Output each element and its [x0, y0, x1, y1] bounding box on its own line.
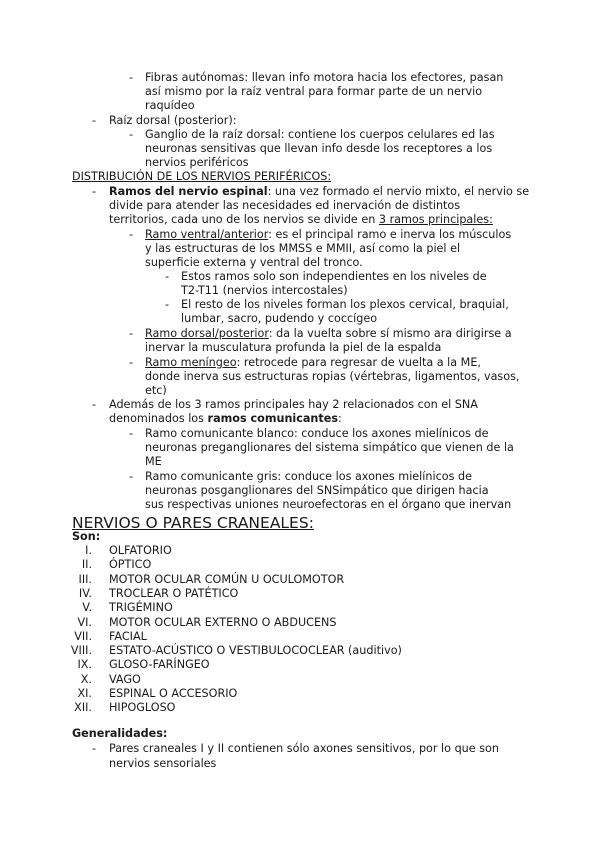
text-line: sus respectivas uniones neuroefectoras en el órgano que inervan: [145, 498, 512, 511]
roman-numeral: XII.: [74, 701, 92, 715]
text-line: ME: [145, 455, 162, 468]
text-line: así mismo por la raíz ventral para formar parte de un nervio: [145, 85, 483, 98]
bullet-dash: -: [129, 356, 134, 369]
text-line: neuronas sensitivas que llevan info desde los receptores a los: [145, 142, 493, 155]
text-line: raquídeo: [145, 99, 195, 112]
cranial-nerve-item: OLFATORIO: [109, 544, 172, 557]
bullet-dash: -: [92, 398, 97, 411]
cranial-heading: NERVIOS O PARES CRANEALES:: [72, 514, 314, 532]
bullet-dash: -: [165, 270, 170, 283]
text-line: Ganglio de la raíz dorsal: contiene los cuerpos celulares ed las: [145, 128, 495, 141]
bold-term: Ramos del nervio espinal: [109, 185, 268, 198]
text-line: nervios sensoriales: [109, 757, 217, 770]
bullet-dash: -: [129, 228, 134, 241]
section-heading: DISTRIBUCIÓN DE LOS NERVIOS PERIFÉRICOS:: [72, 170, 332, 183]
cranial-nerve-item: FACIAL: [109, 629, 147, 643]
roman-numeral: I.: [85, 544, 92, 557]
roman-numeral: IX.: [77, 658, 92, 672]
text-line: superficie externa y ventral del tronco.: [145, 256, 363, 269]
bullet-dash: -: [129, 327, 134, 340]
text-line: T2-T11 (nervios intercostales): [181, 284, 348, 297]
text-line: etc): [145, 384, 167, 397]
text-line: [145, 327, 512, 341]
text-line: [109, 213, 493, 227]
text-fragment: denominados los: [109, 412, 208, 425]
text-line: Además de los 3 ramos principales hay 2 relacionados con el SNA: [109, 398, 478, 411]
bullet-dash: -: [92, 114, 97, 127]
cranial-nerve-item: VAGO: [109, 672, 141, 686]
text-line: Ramo comunicante gris: conduce los axones mielínicos de: [145, 470, 472, 483]
text-line: donde inerva sus estructuras ropias (vértebras, ligamentos, vasos,: [145, 370, 520, 383]
text-fragment: territorios, cada uno de los nervios se divide en: [109, 213, 379, 226]
bullet-dash: -: [165, 298, 170, 311]
text-line: Raíz dorsal (posterior):: [109, 114, 237, 127]
text-line: nervios periféricos: [145, 156, 249, 169]
cranial-nerve-item: HIPOGLOSO: [109, 701, 176, 715]
text-line: [109, 185, 529, 199]
text-line: neuronas preganglionares del sistema simpático que vienen de la: [145, 441, 514, 454]
bullet-dash: -: [129, 427, 134, 440]
text-line: neuronas posganglionares del SNSimpático que dirigen hacia: [145, 484, 489, 497]
roman-numeral: IV.: [78, 586, 92, 600]
text-line: [145, 356, 481, 370]
bullet-dash: -: [129, 470, 134, 483]
cranial-nerve-item: MOTOR OCULAR COMÚN U OCULOMOTOR: [109, 572, 345, 586]
text-fragment: : una vez formado el nervio mixto, el nervio se: [267, 185, 530, 198]
text-fragment: :: [338, 412, 342, 425]
generalidades-label: Generalidades:: [72, 727, 168, 740]
cranial-nerve-item: ESTATO-ACÚSTICO O VESTIBULOCOCLEAR (auditivo): [109, 644, 402, 658]
roman-numeral: VIII.: [70, 644, 92, 658]
bullet-dash: -: [92, 185, 97, 198]
underlined-term: Ramo dorsal/posterior: [145, 327, 269, 340]
cranial-nerve-item: MOTOR OCULAR EXTERNO O ABDUCENS: [109, 615, 337, 629]
underlined-term: 3 ramos principales:: [378, 213, 493, 226]
bold-term: ramos comunicantes: [207, 412, 338, 425]
cranial-nerve-item: ÓPTICO: [109, 558, 152, 572]
text-line: lumbar, sacro, pudendo y coccígeo: [181, 312, 378, 325]
text-line: [109, 412, 342, 426]
text-line: y las estructuras de los MMSS e MMII, así como la piel el: [145, 242, 461, 255]
cranial-nerve-item: ESPINAL O ACCESORIO: [109, 687, 238, 700]
roman-numeral: II.: [81, 558, 92, 572]
text-line: inervar la musculatura profunda la piel de la espalda: [145, 341, 442, 354]
text-line: Estos ramos solo son independientes en los niveles de: [181, 270, 487, 283]
text-line: Fibras autónomas: llevan info motora hacia los efectores, pasan: [145, 71, 504, 84]
text-fragment: : retrocede para regresar de vuelta a la ME,: [236, 356, 481, 369]
bullet-dash: -: [129, 128, 134, 141]
roman-numeral: VII.: [74, 629, 92, 643]
text-line: El resto de los niveles forman los plexos cervical, braquial,: [181, 298, 509, 311]
roman-numeral: VI.: [77, 615, 92, 629]
underlined-term: Ramo meníngeo: [145, 356, 237, 369]
text-line: [145, 228, 511, 242]
roman-numeral: III.: [78, 572, 92, 586]
cranial-nerve-item: GLOSO-FARÍNGEO: [109, 658, 210, 672]
roman-numeral: XI.: [77, 687, 92, 700]
bullet-dash: -: [129, 71, 134, 84]
text-line: divide para atender las necesidades ed inervación de distintos: [109, 199, 461, 212]
underlined-term: Ramo ventral/anterior: [145, 228, 269, 241]
text-line: Ramo comunicante blanco: conduce los axones mielínicos de: [145, 427, 489, 440]
cranial-nerve-item: TROCLEAR O PATÉTICO: [109, 586, 239, 600]
son-label: Son:: [72, 530, 101, 543]
bullet-dash: -: [92, 742, 97, 755]
roman-numeral: X.: [80, 672, 92, 686]
roman-numeral: V.: [82, 601, 92, 615]
text-fragment: : da la vuelta sobre sí mismo ara dirigirse a: [268, 327, 512, 340]
cranial-nerve-item: TRIGÉMINO: [109, 601, 173, 615]
text-fragment: : es el principal ramo e inerva los músculos: [268, 228, 512, 241]
text-line: Pares craneales I y II contienen sólo axones sensitivos, por lo que son: [109, 742, 499, 755]
